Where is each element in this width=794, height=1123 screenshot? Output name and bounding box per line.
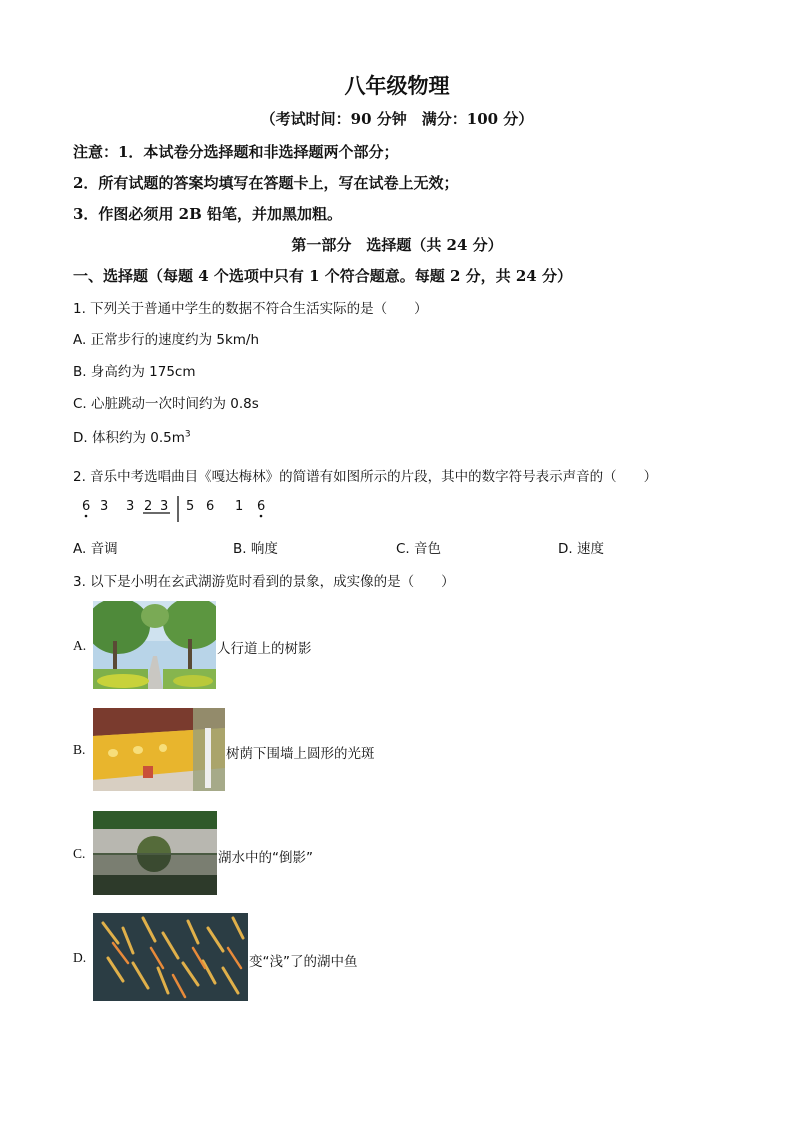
- q3-option-c-text: 湖水中的“倒影”: [218, 850, 313, 866]
- note-5: 5: [186, 499, 195, 514]
- q1-option-d-text: D. 体积约为 0.5m: [73, 430, 185, 446]
- note-line-2: 2．所有试题的答案均填写在答题卡上，写在试卷上无效；: [73, 174, 459, 192]
- q3-option-b-text: 树荫下围墙上圆形的光斑: [226, 746, 375, 762]
- q3-option-d-text: 变“浅”了的湖中鱼: [249, 954, 358, 970]
- note-3: 3: [126, 499, 135, 514]
- q3-option-a-text: 人行道上的树影: [217, 641, 312, 657]
- note-3: 3: [100, 499, 109, 514]
- note-1: 1: [235, 499, 244, 514]
- q1-option-a: A. 正常步行的速度约为 5km/h: [73, 332, 260, 348]
- q1-stem: 1. 下列关于普通中学生的数据不符合生活实际的是（ ）: [73, 301, 428, 317]
- tree-lined-sidewalk-photo: [93, 601, 216, 689]
- note-2: 2: [144, 499, 153, 514]
- q3-option-d-label: D.: [73, 950, 87, 965]
- q1-option-d: [73, 426, 191, 446]
- q2-option-a: A. 音调: [73, 541, 118, 557]
- koi-fish-pond-photo: [93, 913, 248, 1001]
- note-3: 3: [160, 499, 169, 514]
- q2-option-c: C. 音色: [396, 541, 442, 557]
- note-6-low: 6: [257, 499, 266, 514]
- q3-stem: 3. 以下是小明在玄武湖游览时看到的景象，成实像的是（ ）: [73, 574, 455, 590]
- note-line-3: 3．作图必须用 2B 铅笔，并加黑加粗。: [73, 205, 342, 223]
- arch-bridge-reflection-photo: [93, 811, 217, 895]
- q1-option-b: B. 身高约为 175cm: [73, 364, 196, 380]
- exam-info: （考试时间：90 分钟 满分：100 分）: [260, 110, 534, 128]
- low-octave-dot: [85, 515, 88, 518]
- section-heading: 一、选择题（每题 4 个选项中只有 1 个符合题意。每题 2 分，共 24 分）: [73, 267, 572, 285]
- music-notation: [80, 494, 270, 524]
- part-heading: 第一部分 选择题（共 24 分）: [291, 236, 503, 254]
- q2-option-d: D. 速度: [558, 541, 604, 557]
- q2-option-b: B. 响度: [233, 541, 278, 557]
- note-6-low: 6: [82, 499, 91, 514]
- note-line-1: 注意：1．本试卷分选择题和非选择题两个部分；: [73, 143, 399, 161]
- q2-stem: 2. 音乐中考选唱曲目《嘎达梅林》的简谱有如图所示的片段，其中的数字符号表示声音的（ ）: [73, 469, 658, 485]
- yellow-wall-light-spots-photo: [93, 708, 225, 791]
- q3-option-a-label: A.: [73, 638, 87, 653]
- page-title: 八年级物理: [344, 73, 450, 98]
- q1-option-c: C. 心脏跳动一次时间约为 0.8s: [73, 396, 259, 412]
- q3-option-b-label: B.: [73, 742, 86, 757]
- q3-option-c-label: C.: [73, 846, 86, 861]
- superscript-3: 3: [184, 429, 191, 440]
- note-6: 6: [206, 499, 215, 514]
- low-octave-dot: [260, 515, 263, 518]
